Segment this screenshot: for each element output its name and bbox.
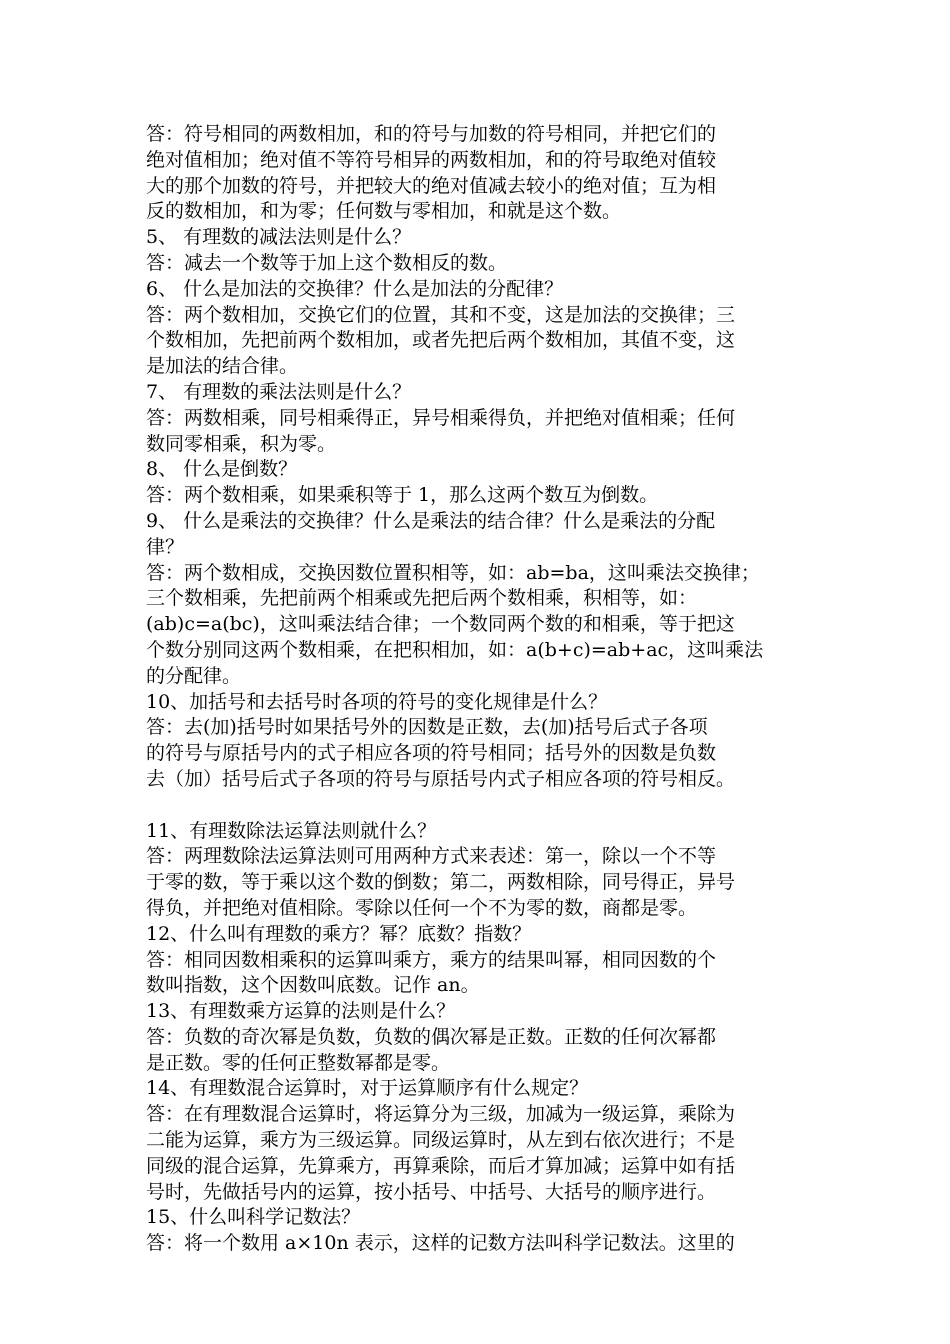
text-line: 是加法的结合律。 [146,355,299,378]
blank-line [146,793,826,819]
text-line: 个数分别同这两个数相乘，在把积相加，如：a(b+c)=ab+ac，这叫乘法 [146,638,764,661]
text-line: 数叫指数，这个因数叫底数。记作 an。 [146,974,480,997]
question-11: 11、有理数除法运算法则就什么？ [146,819,437,842]
text-line: 同级的混合运算，先算乘方，再算乘除，而后才算加减；运算中如有括 [146,1154,736,1177]
question-12: 12、什么叫有理数的乘方？幂？底数？指数？ [146,922,532,945]
text-line: (ab)c=a(bc)，这叫乘法结合律；一个数同两个数的和相乘，等于把这 [146,613,735,636]
question-10: 10、加括号和去括号时各项的符号的变化规律是什么？ [146,690,608,713]
question-5: 5、 有理数的减法法则是什么？ [146,226,412,249]
text-line: 大的那个加数的符号，并把较大的绝对值减去较小的绝对值；互为相 [146,174,717,197]
answer-15: 答：将一个数用 a×10n 表示，这样的记数方法叫科学记数法。这里的 [146,1232,735,1255]
answer-14: 答：在有理数混合运算时，将运算分为三级，加减为一级运算，乘除为 [146,1103,736,1126]
answer-5: 答：减去一个数等于加上这个数相反的数。 [146,251,508,274]
question-13: 13、有理数乘方运算的法则是什么？ [146,1000,456,1023]
document-body [146,122,826,1257]
text-line: 是正数。零的任何正整数幂都是零。 [146,1051,451,1074]
text-line: 数同零相乘，积为零。 [146,432,337,455]
question-7: 7、 有理数的乘法法则是什么？ [146,380,412,403]
text-line: 个数相加，先把前两个数相加，或者先把后两个数相加，其值不变，这 [146,329,736,352]
text-line: 答：符号相同的两数相加，和的符号与加数的符号相同，并把它们的 [146,123,717,145]
text-line: 的分配律。 [146,664,242,687]
text-line: 二能为运算，乘方为三级运算。同级运算时，从左到右依次进行；不是 [146,1129,736,1152]
question-9: 9、 什么是乘法的交换律？什么是乘法的结合律？什么是乘法的分配 [146,509,716,532]
text-line: 得负，并把绝对值相除。零除以任何一个不为零的数，商都是零。 [146,896,698,919]
answer-11: 答：两理数除法运算法则可用两种方式来表述：第一，除以一个不等 [146,845,717,868]
question-14: 14、有理数混合运算时，对于运算顺序有什么规定？ [146,1077,589,1100]
text-line: 的符号与原括号内的式子相应各项的符号相同；括号外的因数是负数 [146,742,717,765]
answer-9: 答：两个数相成，交换因数位置积相等，如：ab=ba，这叫乘法交换律； [146,561,760,584]
question-8: 8、 什么是倒数？ [146,458,298,481]
answer-10: 答：去(加)括号时如果括号外的因数是正数，去(加)括号后式子各项 [146,716,708,739]
answer-6: 答：两个数相加，交换它们的位置，其和不变，这是加法的交换律；三 [146,303,736,326]
answer-8: 答：两个数相乘，如果乘积等于 1，那么这两个数互为倒数。 [146,484,659,507]
answer-12: 答：相同因数相乘积的运算叫乘方，乘方的结果叫幂，相同因数的个 [146,948,717,971]
text-line: 于零的数，等于乘以这个数的倒数；第二，两数相除，同号得正，异号 [146,871,736,894]
text-line: 三个数相乘，先把前两个相乘或先把后两个数相乘，积相等，如： [146,587,698,610]
text-line: 绝对值相加；绝对值不等符号相异的两数相加，和的符号取绝对值较 [146,148,717,171]
answer-13: 答：负数的奇次幂是负数，负数的偶次幂是正数。正数的任何次幂都 [146,1025,717,1048]
text-line: 去（加）括号后式子各项的符号与原括号内式子相应各项的符号相反。 [146,767,736,790]
text-line: 号时，先做括号内的运算，按小括号、中括号、大括号的顺序进行。 [146,1180,717,1203]
answer-7: 答：两数相乘，同号相乘得正，异号相乘得负，并把绝对值相乘；任何 [146,406,736,429]
question-15: 15、什么叫科学记数法？ [146,1206,361,1229]
text-line: 反的数相加，和为零；任何数与零相加，和就是这个数。 [146,200,622,223]
text-line: 律？ [146,535,185,558]
question-6: 6、 什么是加法的交换律？什么是加法的分配律？ [146,277,564,300]
